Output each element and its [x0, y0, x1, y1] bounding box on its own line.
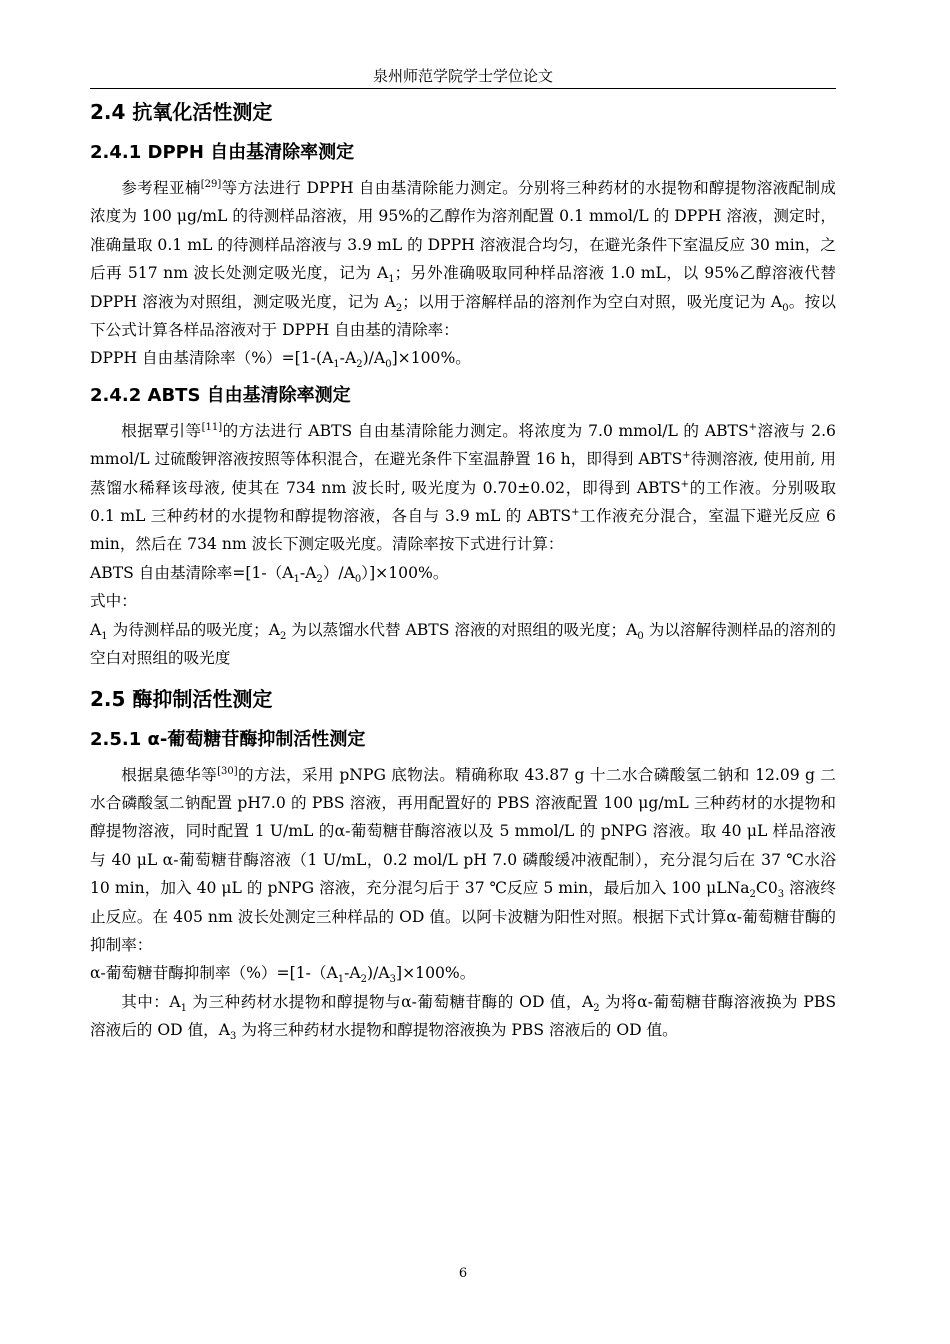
section-heading-2-5: 2.5 酶抑制活性测定	[90, 686, 273, 711]
page-header: 泉州师范学院学士学位论文	[372, 67, 553, 85]
section-heading-2-4-2: 2.4.2 ABTS 自由基清除率测定	[90, 384, 351, 406]
section-heading-2-5-1: 2.5.1 α-葡萄糖苷酶抑制活性测定	[90, 728, 366, 750]
section-heading-2-4-1: 2.4.1 DPPH 自由基清除率测定	[90, 142, 355, 163]
citation-11: [11]	[201, 421, 223, 433]
page-body	[90, 90, 836, 1045]
citation-29: [29]	[200, 178, 222, 190]
glucosidase-variable-definitions: 其中：$A_1$ 为三种药材水提物和醇提物与α-葡萄糖苷酶的 OD 值，$A_2$ 为将α-葡萄糖苷酶溶液换为 PBS 溶液后的 OD 值，$A_3$ 为将三种药材水提物和醇提物溶液换为 PBS 溶液后的 OD 值。	[90, 992, 836, 1043]
header-rule	[90, 88, 836, 89]
section-heading-2-4: 2.4 抗氧化活性测定	[90, 100, 273, 124]
glucosidase-formula: α-葡萄糖苷酶抑制率$(\%)=[1-(A_1-A_2)/A_3]\times 100\%$。	[90, 964, 476, 986]
abts-method-paragraph: 根据覃引等[11]的方法进行 ABTS 自由基清除能力测定。将浓度为 7.0 mmol/L 的 ABTS+溶液与 2.6 mmol/L 过硫酸钾溶液按照等体积混合，在避光条件下室温静置 16 h，即得到 ABTS+待测溶液, 使用前, 用蒸馏水稀释该母液, 使其在 734 nm 波长时, 吸光度为 0.70±0.02，即得到 ABTS+的工作液。分别吸取 0.1 mL 三种药材的水提物和醇提物溶液，各自与 3.9 mL 的 ABTS+工作液充分混合，室温下避光反应 6 min，然后在 734 nm 波长下测定吸光度。清除率按下式进行计算：	[90, 421, 837, 554]
abts-variable-definitions: $A_1$ 为待测样品的吸光度；$A_2$ 为以蒸馏水代替 ABTS 溶液的对照组的吸光度；$A_0$ 为以溶解待测样品的溶剂的空白对照组的吸光度	[90, 620, 837, 668]
citation-30: [30]	[217, 765, 238, 777]
glucosidase-method-paragraph: 根据臬德华等[30]的方法，采用 pNPG 底物法。精确称取 43.87 g 十二水合磷酸氢二钠和 12.09 g 二水合磷酸氢二钠配置 pH7.0 的 PBS 溶液，再用配置好的 PBS 溶液配置 100 μg/mL 三种药材的水提物和醇提物溶液，同时配置 1 U/mL 的α-葡萄糖苷酶溶液以及 5 mmol/L 的 pNPG 溶液。取 40 μL 样品溶液与 40 μL α-葡萄糖苷酶溶液（1 U/mL，0.2 mol/L pH 7.0 磷酸缓冲液配制），充分混匀后在 37 ℃水浴 10 min，加入 40 μL 的 pNPG 溶液，充分混匀后于 37 ℃反应 5 min，最后加入 100 $\mu LNa_2C0_3$ 溶液终止反应。在 405 nm 波长处测定三种样品的 OD 值。以阿卡波糖为阳性对照。根据下式计算α-葡萄糖苷酶的抑制率：	[90, 765, 836, 954]
abts-where-label: 式中：	[90, 592, 137, 611]
page-number: 6	[458, 1266, 468, 1281]
dpph-formula: DPPH 自由基清除率$(\%)=[1-(A_1-A_2)/A_0]\times 100\%$。	[90, 349, 471, 371]
dpph-method-paragraph: 参考程亚楠[29]等方法进行 DPPH 自由基清除能力测定。分别将三种药材的水提物和醇提物溶液配制成浓度为 100 μg/mL 的待测样品溶液，用 95%的乙醇作为溶剂配置 0.1 mmol/L 的 DPPH 溶液，测定时，准确量取 0.1 mL 的待测样品溶液与 3.9 mL 的 DPPH 溶液混合均匀，在避光条件下室温反应 30 min，之后再 517 nm 波长处测定吸光度，记为 $A_1$；另外准确吸取同种样品溶液 1.0 mL，以 95%乙醇溶液代替 DPPH 溶液为对照组，测定吸光度，记为 $A_2$；以用于溶解样品的溶剂作为空白对照，吸光度记为 $A_0$。按以下公式计算各样品溶液对于 DPPH 自由基的清除率：	[90, 178, 837, 340]
abts-formula: ABTS 自由基清除率$=[1-(A_1-A_2)/A_0)]\times 100\%$。	[90, 563, 449, 585]
